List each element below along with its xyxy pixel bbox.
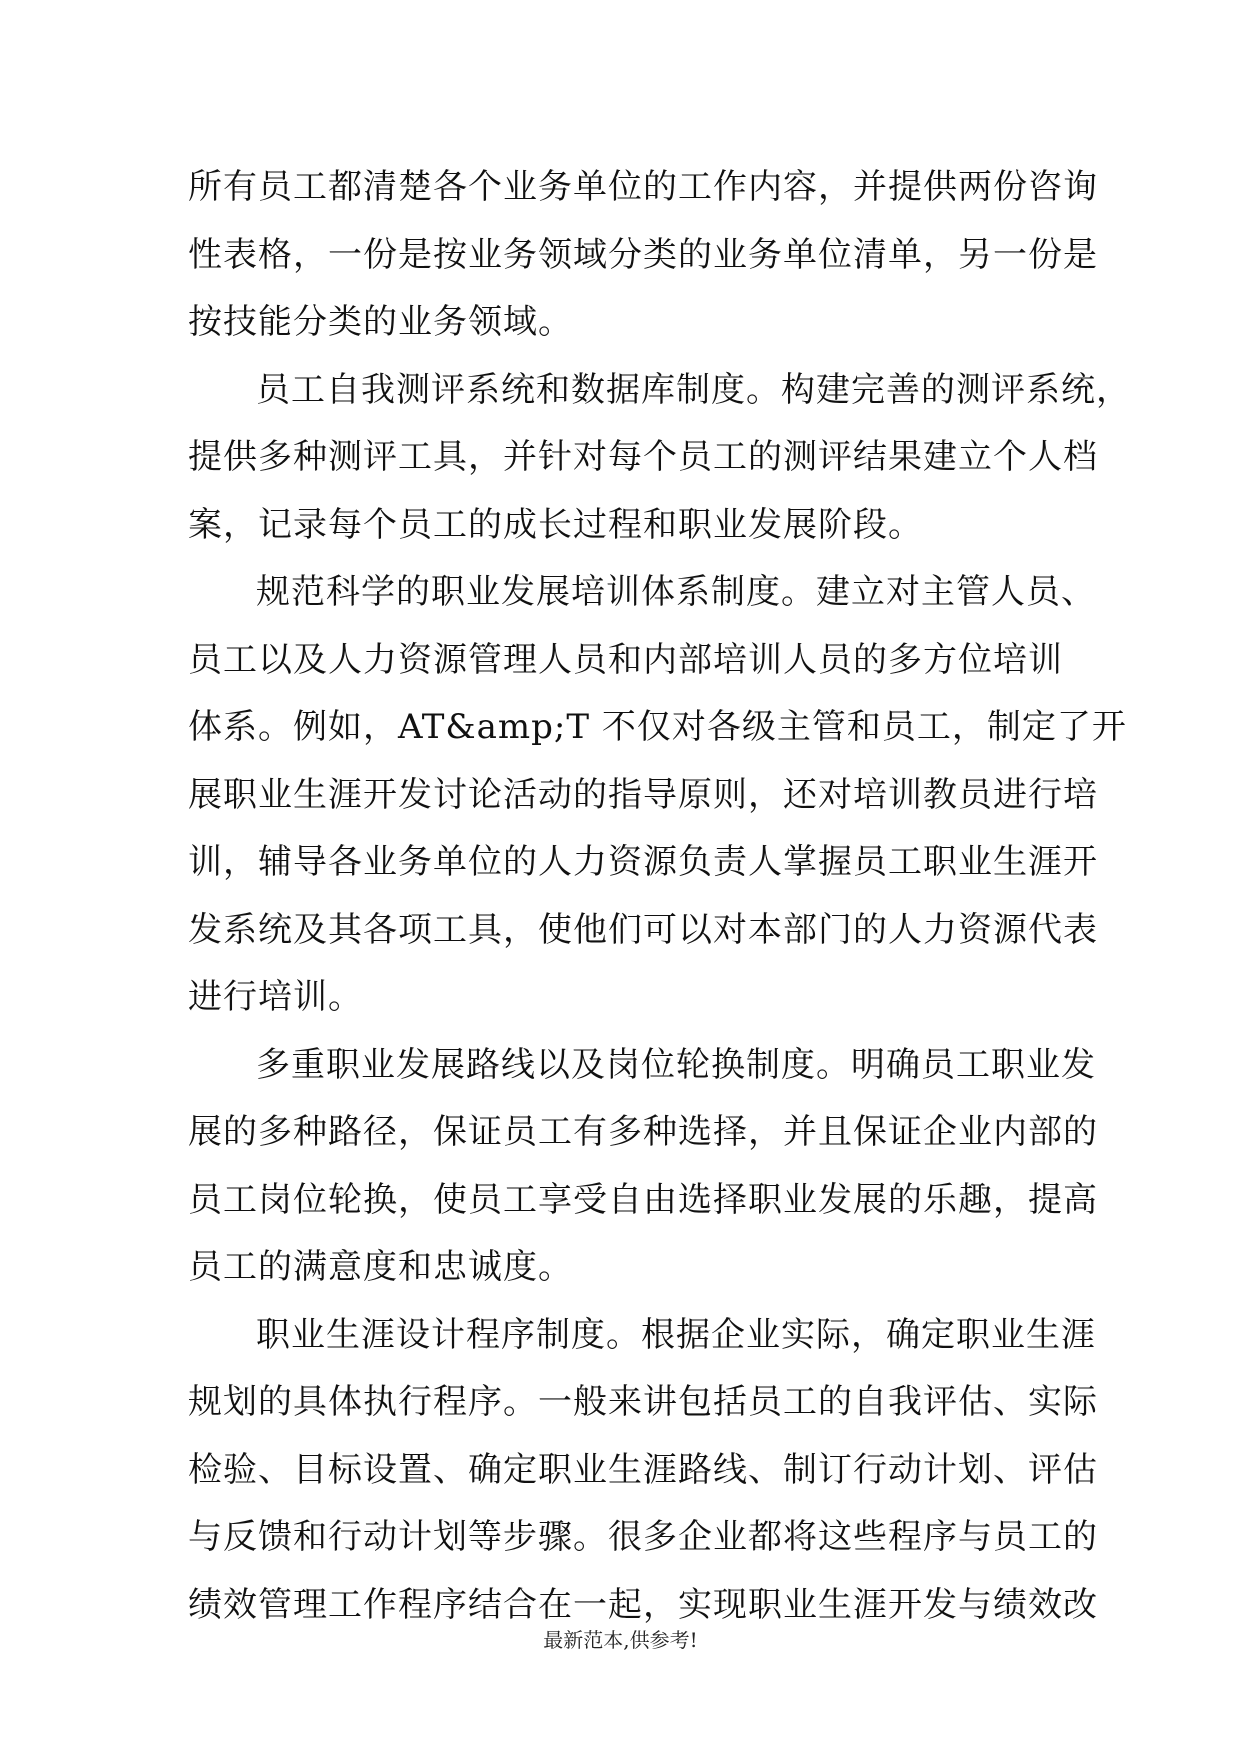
text-line: 体系。例如，AT&amp;T 不仅对各级主管和员工，制定了开 — [188, 707, 1127, 747]
text-line: 员工岗位轮换，使员工享受自由选择职业发展的乐趣，提高 — [188, 1179, 1098, 1220]
paragraph — [188, 154, 1098, 357]
paragraph — [188, 559, 1127, 1032]
text-line: 案，记录每个员工的成长过程和职业发展阶段。 — [188, 504, 923, 545]
text-line: 检验、目标设置、确定职业生涯路线、制订行动计划、评估 — [188, 1449, 1098, 1490]
text-line: 发系统及其各项工具，使他们可以对本部门的人力资源代表 — [188, 909, 1098, 950]
page-footer: 最新范本,供参考! — [543, 1628, 698, 1652]
text-line: 员工的满意度和忠诚度。 — [188, 1247, 573, 1287]
text-line: 职业生涯设计程序制度。根据企业实际，确定职业生涯 — [256, 1314, 1096, 1355]
document-body — [188, 154, 1131, 1639]
paragraph — [188, 357, 1131, 560]
paragraph — [188, 1302, 1098, 1640]
text-line: 展的多种路径，保证员工有多种选择，并且保证企业内部的 — [188, 1112, 1098, 1152]
text-line: 性表格，一份是按业务领域分类的业务单位清单，另一份是 — [188, 234, 1098, 275]
text-line: 员工以及人力资源管理人员和内部培训人员的多方位培训 — [188, 639, 1063, 680]
paragraph — [188, 1032, 1098, 1302]
text-line: 提供多种测评工具，并针对每个员工的测评结果建立个人档 — [188, 437, 1098, 477]
text-line: 绩效管理工作程序结合在一起，实现职业生涯开发与绩效改 — [188, 1584, 1098, 1625]
text-line: 训，辅导各业务单位的人力资源负责人掌握员工职业生涯开 — [188, 842, 1098, 882]
text-line: 与反馈和行动计划等步骤。很多企业都将这些程序与员工的 — [188, 1517, 1098, 1557]
text-line: 进行培训。 — [188, 977, 363, 1017]
text-line: 多重职业发展路线以及岗位轮换制度。明确员工职业发 — [256, 1044, 1096, 1085]
text-line: 所有员工都清楚各个业务单位的工作内容，并提供两份咨询 — [188, 167, 1098, 207]
text-line: 员工自我测评系统和数据库制度。构建完善的测评系统， — [256, 369, 1131, 410]
text-line: 规划的具体执行程序。一般来讲包括员工的自我评估、实际 — [188, 1382, 1098, 1422]
text-line: 展职业生涯开发讨论活动的指导原则，还对培训教员进行培 — [188, 774, 1098, 815]
text-line: 按技能分类的业务领域。 — [188, 302, 573, 342]
text-line: 规范科学的职业发展培训体系制度。建立对主管人员、 — [256, 572, 1096, 612]
